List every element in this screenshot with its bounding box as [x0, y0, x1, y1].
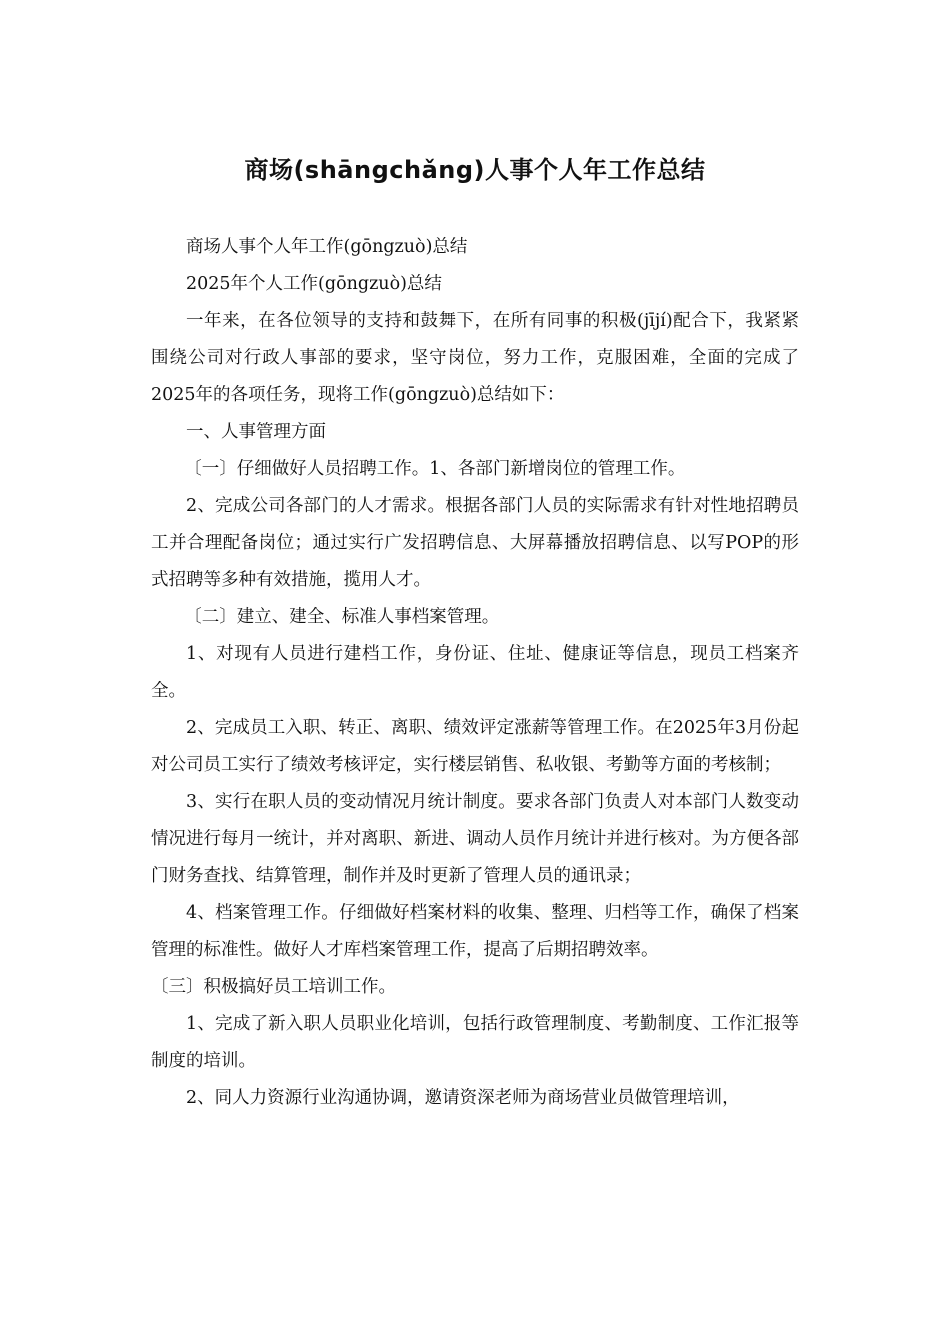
paragraph-subtitle: 商场人事个人年工作(gōngzuò)总结: [186, 237, 468, 257]
paragraph-archives-4: 4、档案管理工作。仔细做好档案材料的收集、整理、归档等工作，确保了档案管理的标准性。做好人才库档案管理工作，提高了后期招聘效率。: [151, 903, 799, 960]
paragraph-archives-1: 1、对现有人员进行建档工作，身份证、住址、健康证等信息，现员工档案齐全。: [151, 644, 799, 701]
subsection-recruitment: 〔一〕仔细做好人员招聘工作。1、各部门新增岗位的管理工作。: [184, 459, 686, 479]
subsection-training: 〔三〕积极搞好员工培训工作。: [151, 977, 396, 997]
paragraph-archives-3: 3、实行在职人员的变动情况月统计制度。要求各部门负责人对本部门人数变动情况进行每月一统计，并对离职、新进、调动人员作月统计并进行核对。为方便各部门财务查找、结算管理，制作并及时更新了管理人员的通讯录；: [151, 792, 799, 886]
paragraph-training-2: 2、同人力资源行业沟通协调，邀请资深老师为商场营业员做管理培训，: [186, 1088, 740, 1108]
subsection-archives: 〔二〕建立、建全、标准人事档案管理。: [184, 607, 500, 627]
paragraph-year-summary: 2025年个人工作(gōngzuò)总结: [186, 274, 442, 294]
paragraph-recruitment-2: 2、完成公司各部门的人才需求。根据各部门人员的实际需求有针对性地招聘员工并合理配备岗位；通过实行广发招聘信息、大屏幕播放招聘信息、以写POP的形式招聘等多种有效措施，揽用人才。: [151, 496, 799, 590]
paragraph-archives-2: 2、完成员工入职、转正、离职、绩效评定涨薪等管理工作。在2025年3月份起对公司员工实行了绩效考核评定，实行楼层销售、私收银、考勤等方面的考核制；: [151, 718, 799, 775]
document-body: [151, 229, 799, 1117]
paragraph-training-1: 1、完成了新入职人员职业化培训，包括行政管理制度、考勤制度、工作汇报等制度的培训。: [151, 1014, 799, 1071]
section-heading-personnel: 一、人事管理方面: [186, 422, 326, 442]
document-title: 商场(shāngchǎng)人事个人年工作总结: [244, 156, 706, 184]
paragraph-intro: 一年来，在各位领导的支持和鼓舞下，在所有同事的积极(jījí)配合下，我紧紧围绕公司对行政人事部的要求，坚守岗位，努力工作，克服困难，全面的完成了2025年的各项任务，现将工作(gōngzuò)总结如下：: [151, 311, 799, 405]
